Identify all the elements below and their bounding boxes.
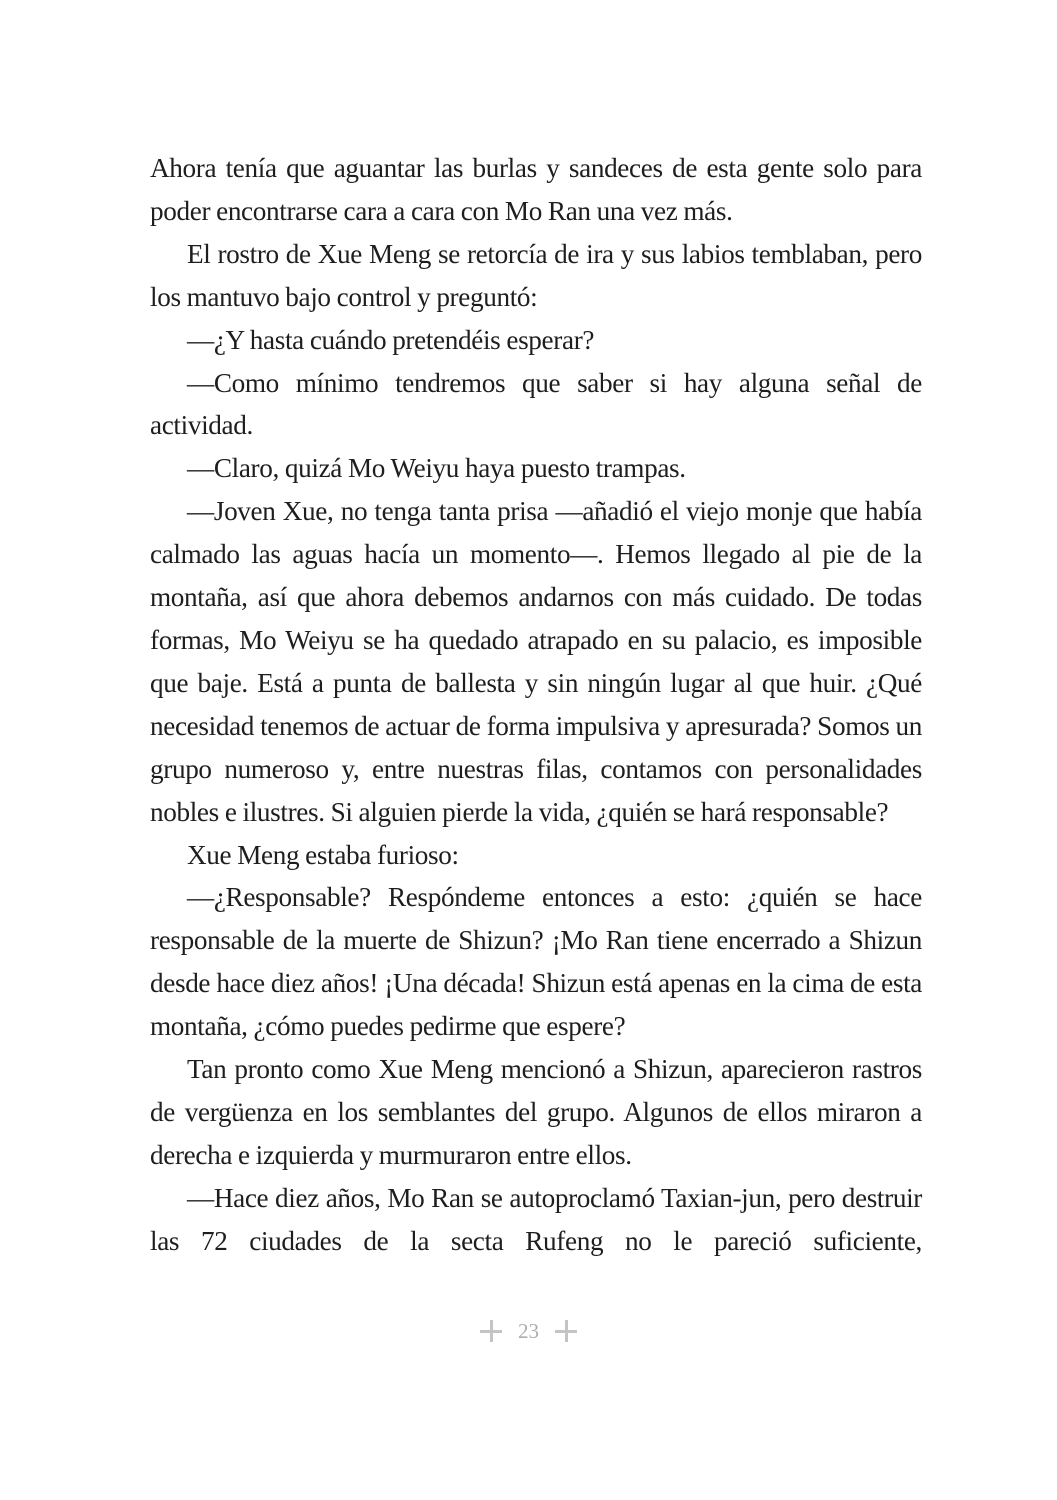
paragraph: —¿Responsable? Respóndeme entonces a esto: ¿quién se hace responsable de la muerte de Shizun? ¡Mo Ran tiene encerrado a Shizun desde hace diez años! ¡Una década! Shizun está apenas en la cima de esta montaña, ¿cómo puedes pedirme que espere? [150, 882, 922, 1042]
paragraph: —¿Y hasta cuándo pretendéis esperar? [187, 324, 595, 355]
cross-ornament-icon [480, 1320, 502, 1342]
paragraph: —Joven Xue, no tenga tanta prisa —añadió el viejo monje que había calmado las aguas hacía un momento—. Hemos llegado al pie de la montaña, así que ahora debemos andarnos con más cuidado. De todas formas, Mo Weiyu se ha quedado atrapado en su palacio, es imposible que baje. Está a punta de ballesta y sin ningún lugar al que huir. ¿Qué necesidad tenemos de actuar de forma impulsiva y apresurada? Somos un grupo numeroso y, entre nuestras filas, contamos con personalidades nobles e ilustres. Si alguien pierde la vida, ¿quién se hará responsable? [150, 496, 922, 827]
paragraph: —Hace diez años, Mo Ran se autoproclamó Taxian-jun, pero destruir las 72 ciudades de la secta Rufeng no le pareció suficiente, [150, 1182, 922, 1256]
paragraph: Xue Meng estaba furioso: [187, 839, 459, 870]
paragraph: —Como mínimo tendremos que saber si hay alguna señal de actividad. [150, 367, 922, 441]
paragraph: El rostro de Xue Meng se retorcía de ira y sus labios temblaban, pero los mantuvo bajo control y preguntó: [150, 238, 922, 312]
paragraph: —Claro, quizá Mo Weiyu haya puesto trampas. [187, 453, 686, 484]
cross-ornament-icon [555, 1320, 577, 1342]
page-number: 23 [518, 1319, 539, 1343]
page-footer [0, 1320, 1057, 1342]
page-body [150, 147, 922, 1263]
paragraph: Tan pronto como Xue Meng mencionó a Shizun, aparecieron rastros de vergüenza en los semblantes del grupo. Algunos de ellos miraron a derecha e izquierda y murmuraron entre ellos. [150, 1054, 922, 1170]
paragraph: Ahora tenía que aguantar las burlas y sandeces de esta gente solo para poder encontrarse cara a cara con Mo Ran una vez más. [150, 153, 922, 226]
